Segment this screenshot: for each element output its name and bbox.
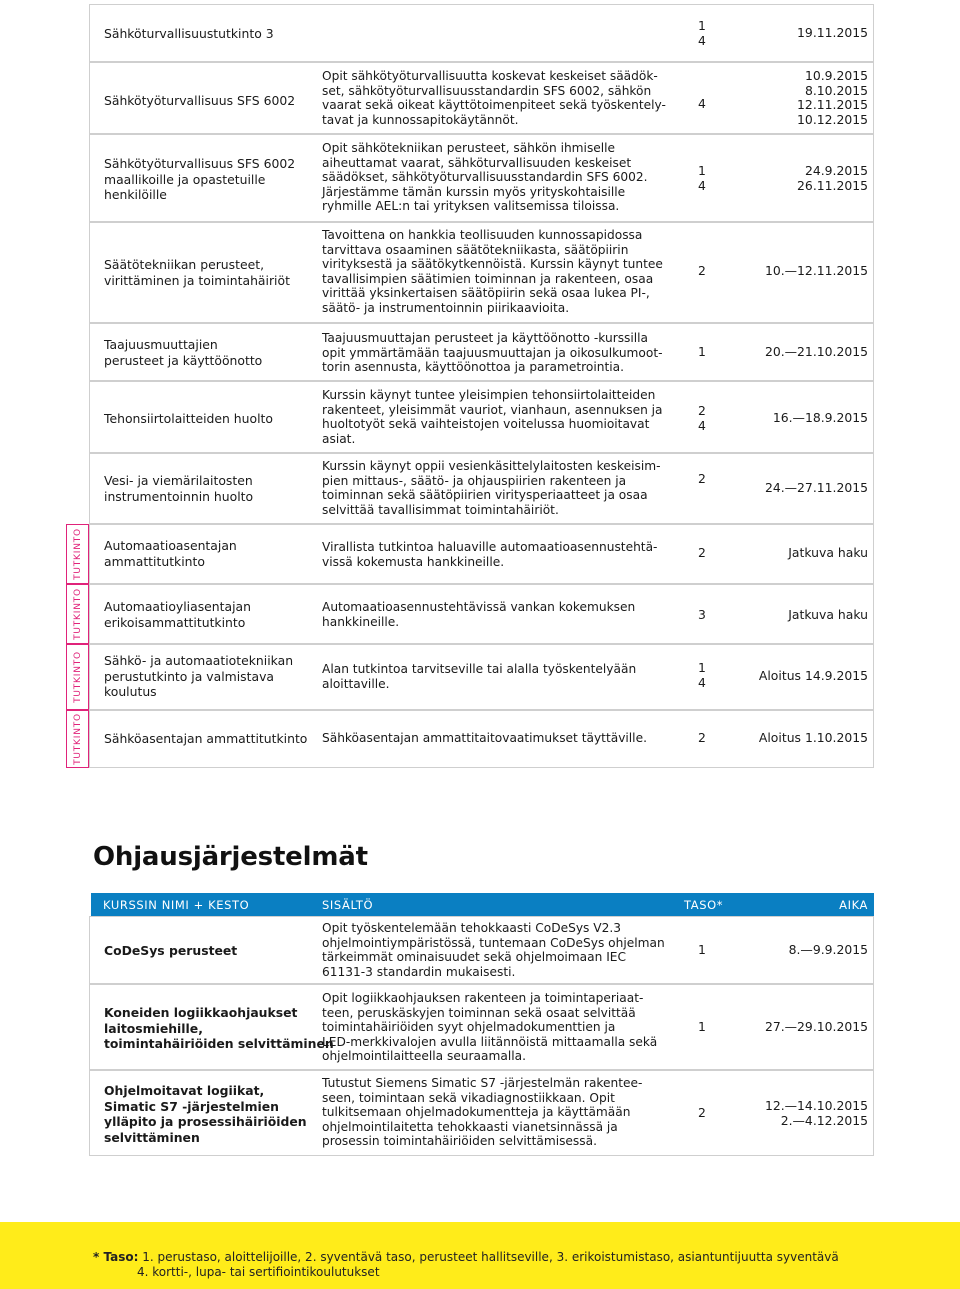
course-name: Automaatioasentajan ammattitutkinto [104,538,237,569]
course-time: Aloitus 1.10.2015 [758,730,868,745]
course-content: Kurssin käynyt tuntee yleisimpien tehonsiirtolaitteiden rakenteet, yleisimmät vauriot, vianhaun, asennuksen ja huoltotyöt sekä vaihteistojen voitelussa huomioitavat asiat. [322,388,663,446]
course-name: Taajuusmuuttajien perusteet ja käyttöönotto [104,337,263,368]
course-content: Tavoittena on hankkia teollisuuden kunnossapidossa tarvittava osaaminen säätötekniikasta, säätöpiirin virityksestä ja säätökytkennöistä. Kurssin käynyt tuntee tavallisimpien säätimien toiminnan ja rakenteen, osaa virittää yksinkertaisen säätöpiirin sekä osaa lukea PI-, säätö- ja instrumentoinnin piirikaavioita. [322,228,663,315]
course-time: 27.—29.10.2015 [764,1019,868,1034]
course-name: Sähköasentajan ammattitutkinto [104,731,308,746]
course-content: Opit sähkötyöturvallisuutta koskevat keskeiset säädök- set, sähkötyöturvallisuusstandardin SFS 6002, sähkön vaarat sekä oikeat käyttötoimenpiteet sekä työskentely- tavat ja kunnossapitokäytännöt. [322,69,666,127]
course-time: 24.—27.11.2015 [764,480,868,495]
course-time: 8.—9.9.2015 [788,942,868,957]
course-level: 1 4 [698,163,706,193]
course-name: Automaatioyliasentajan erikoisammattitutkinto [104,599,251,630]
course-time: 12.—14.10.2015 2.—4.12.2015 [764,1098,868,1128]
table-header [91,893,874,916]
footer-line1: 1. perustaso, aloittelijoille, 2. syventävä taso, perusteet hallitseville, 3. erikoistumistaso, asiantuntijuutta syventävä [142,1250,839,1264]
course-name: Tehonsiirtolaitteiden huolto [104,411,273,426]
course-content: Kurssin käynyt oppii vesienkäsittelylaitosten keskeisim- pien mittaus-, säätö- ja ohjauspiirien rakenteen ja toiminnan sekä säätöpiirien viritysperiaatteet ja osaa selvittää tavallisimmat toimintahäiriöt. [322,459,661,517]
course-time: 10.—12.11.2015 [764,263,868,278]
section-title: Ohjausjärjestelmät [93,842,368,872]
course-time: Jatkuva haku [788,545,868,560]
course-level: 1 4 [698,660,706,690]
course-content: Automaatioasennustehtävissä vankan kokemuksen hankkineille. [322,600,636,629]
course-level: 1 [698,942,706,957]
course-time: Jatkuva haku [788,607,868,622]
course-name: Vesi- ja viemärilaitosten instrumentoinnin huolto [104,473,254,504]
course-content: Opit sähkötekniikan perusteet, sähkön ihmiselle aiheuttamat vaarat, sähköturvallisuuden keskeiset säädökset, sähkötyöturvallisuusstandardin SFS 6002. Järjestämme tämän kurssin myös yrityskohtaisille ryhmille AEL:n tai yrityksen valitsemissa tiloissa. [322,141,648,214]
course-level: 2 [698,1105,706,1120]
course-content: Opit logiikkaohjauksen rakenteen ja toimintaperiaat- teen, peruskäskyjen toiminnan sekä osaat selvittää toimintahäiriöiden syyt ohjelmadokumenttien ja LED-merkkivalojen avulla liitännöistä mittaamalla sekä ohjelmointilaitteella seuraamalla. [322,991,658,1064]
course-level: 1 [698,344,706,359]
tutkinto-side-label: TUTKINTO [66,524,89,584]
header-name: KURSSIN NIMI + KESTO [103,898,250,912]
course-time: 19.11.2015 [797,25,868,40]
course-time: 10.9.2015 8.10.2015 12.11.2015 10.12.2015 [797,68,868,127]
tutkinto-side-label: TUTKINTO [66,710,89,768]
course-content: Sähköasentajan ammattitaitovaatimukset täyttäville. [322,731,647,745]
footer-note [0,1222,960,1289]
course-name: Sähkö- ja automaatiotekniikan perustutkinto ja valmistava koulutus [104,653,294,699]
tutkinto-side-label: TUTKINTO [66,584,89,644]
course-time: 16.—18.9.2015 [772,410,868,425]
course-name: Sähköturvallisuustutkinto 3 [104,26,274,41]
course-level: 2 [698,263,706,278]
course-level: 2 [698,471,706,486]
course-name: Ohjelmoitavat logiikat, Simatic S7 -järjestelmien ylläpito ja prosessihäiriöiden selvittäminen [104,1083,307,1145]
course-level: 2 [698,545,706,560]
course-name: Sähkötyöturvallisuus SFS 6002 maallikoille ja opastetuille henkilöille [104,156,296,202]
course-level: 4 [698,96,706,111]
course-name: Säätötekniikan perusteet, virittäminen ja toimintahäiriöt [104,257,290,288]
header-level: TASO* [684,898,724,912]
course-content: Taajuusmuuttajan perusteet ja käyttöönotto -kurssilla opit ymmärtämään taajuusmuuttajan ja oikosulkumoot- torin asennusta, käyttöönottoa ja parametrointia. [322,331,663,375]
header-content: SISÄLTÖ [322,898,374,912]
footer-label: * Taso: [93,1250,139,1264]
course-name: Koneiden logiikkaohjaukset laitosmiehille, toimintahäiriöiden selvittäminen [104,1005,334,1051]
course-time: 20.—21.10.2015 [764,344,868,359]
course-level: 2 [698,730,706,745]
course-content: Virallista tutkintoa haluaville automaatioasennustehtä- vissä kokemusta hankkineille. [322,540,658,569]
course-name: CoDeSys perusteet [104,943,238,958]
course-time: 24.9.2015 26.11.2015 [797,163,868,193]
header-time: AIKA [839,898,868,912]
course-level: 2 4 [698,403,706,433]
course-time: Aloitus 14.9.2015 [758,668,868,683]
footer-line2: 4. kortti-, lupa- tai sertifiointikoulutukset [137,1265,380,1279]
course-content: Alan tutkintoa tarvitseville tai alalla työskentelyään aloittaville. [322,662,637,691]
course-level: 1 [698,1019,706,1034]
tutkinto-side-label: TUTKINTO [66,644,89,710]
course-level: 1 4 [698,18,706,48]
course-content: Opit työskentelemään tehokkaasti CoDeSys V2.3 ohjelmointiympäristössä, tuntemaan CoDeSys ohjelman tärkeimmät ominaisuudet sekä ohjelmoimaan IEC 61131-3 standardin mukaisesti. [322,921,665,979]
course-content: Tutustut Siemens Simatic S7 -järjestelmän rakentee- seen, toimintaan sekä vikadiagnostiikkaan. Opit tulkitsemaan ohjelmadokumentteja ja käyttämään ohjelmointilaitetta tehokkaasti vianetsinnässä ja prosessin toimintahäiriöiden selvittämisessä. [322,1076,643,1149]
course-level: 3 [698,607,706,622]
course-name: Sähkötyöturvallisuus SFS 6002 [104,93,296,108]
